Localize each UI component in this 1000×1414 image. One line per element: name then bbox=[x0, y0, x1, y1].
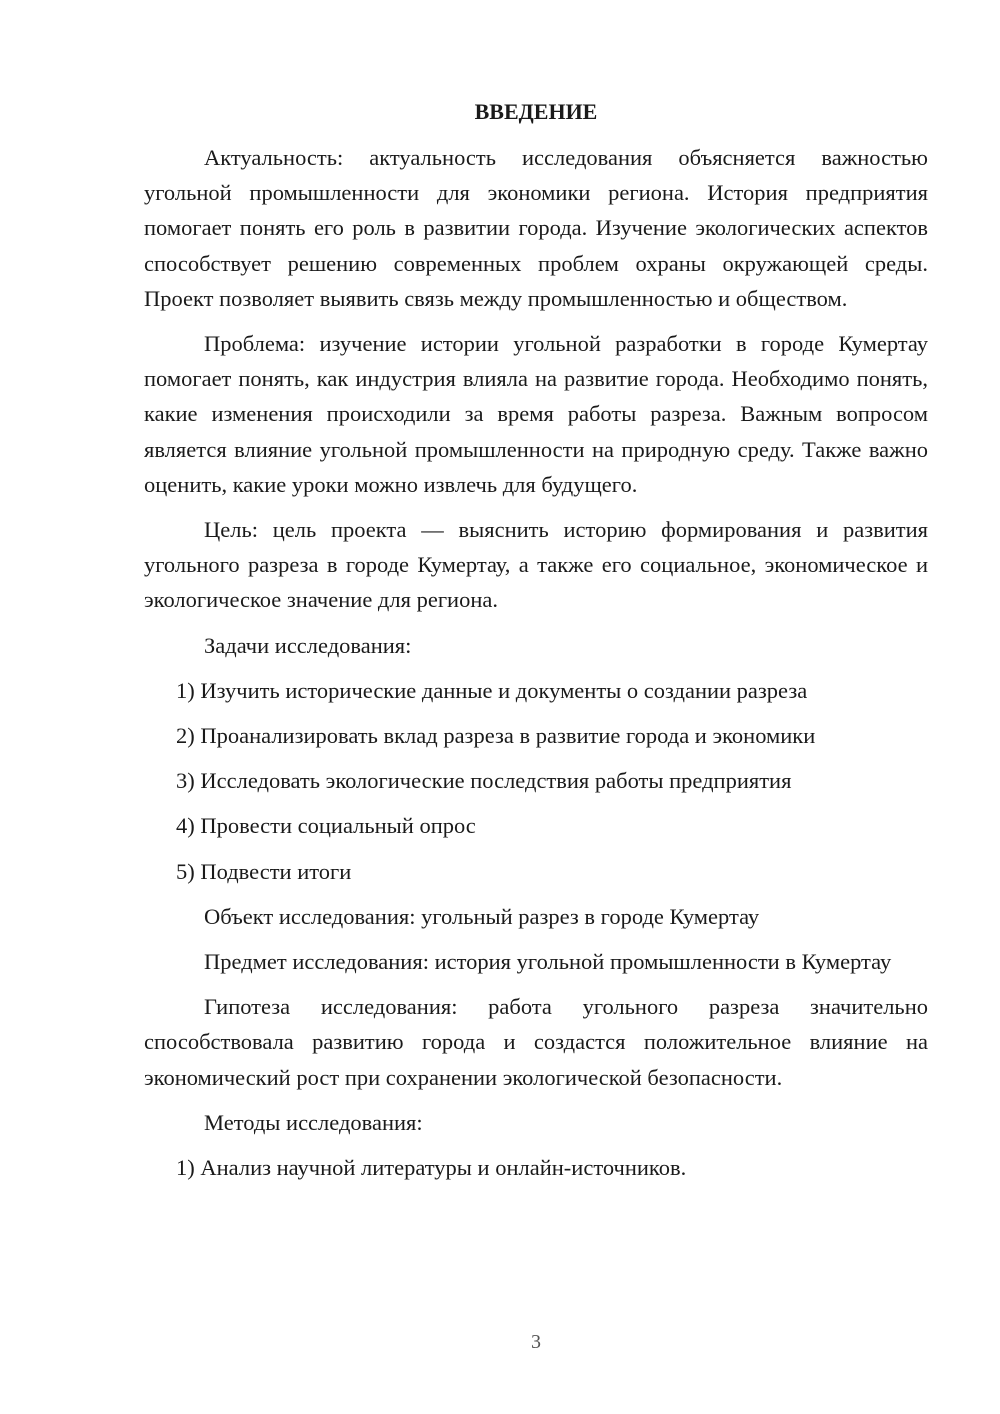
list-item: 5) Подвести итоги bbox=[176, 858, 352, 884]
problem-paragraph: Проблема: изучение истории угольной разработки в городе Кумертау помогает понять, как индустрия влияла на развитие города. Необходимо понять, какие изменения происходили за время работы разреза. Важным вопросом является влияние угольной промышленности на природную среду. Также важно оценить, какие уроки можно извлечь для будущего. bbox=[144, 331, 928, 497]
subject-paragraph: Предмет исследования: история угольной промышленности в Кумертау bbox=[204, 949, 892, 975]
methods-list bbox=[144, 1150, 928, 1185]
list-item: 3) Исследовать экологические последствия работы предприятия bbox=[176, 768, 792, 794]
tasks-heading: Задачи исследования: bbox=[204, 632, 412, 658]
page-title: ВВЕДЕНИЕ bbox=[474, 99, 598, 124]
list-item: 1) Изучить исторические данные и документы о создании разреза bbox=[176, 677, 808, 703]
list-item: 1) Анализ научной литературы и онлайн-источников. bbox=[176, 1155, 687, 1181]
document-body bbox=[144, 140, 928, 1195]
page-number: 3 bbox=[531, 1331, 541, 1353]
list-item: 2) Проанализировать вклад разреза в развитие города и экономики bbox=[176, 723, 816, 749]
goal-paragraph: Цель: цель проекта — выяснить историю формирования и развития угольного разреза в городе Кумертау, а также его социальное, экономическое и экологическое значение для региона. bbox=[144, 517, 928, 613]
relevance-paragraph: Актуальность: актуальность исследования объясняется важностью угольной промышленности для экономики региона. История предприятия помогает понять его роль в развитии города. Изучение экологических аспектов способствует решению современных проблем охраны окружающей среды. Проект позволяет выявить связь между промышленностью и обществом. bbox=[144, 145, 928, 311]
methods-heading: Методы исследования: bbox=[204, 1109, 423, 1135]
object-paragraph: Объект исследования: угольный разрез в городе Кумертау bbox=[204, 903, 760, 929]
list-item: 4) Провести социальный опрос bbox=[176, 813, 476, 839]
hypothesis-paragraph: Гипотеза исследования: работа угольного разреза значительно способствовала развитию города и создастся положительное влияние на экономический рост при сохранении экологической безопасности. bbox=[144, 994, 928, 1090]
tasks-list bbox=[144, 673, 928, 889]
